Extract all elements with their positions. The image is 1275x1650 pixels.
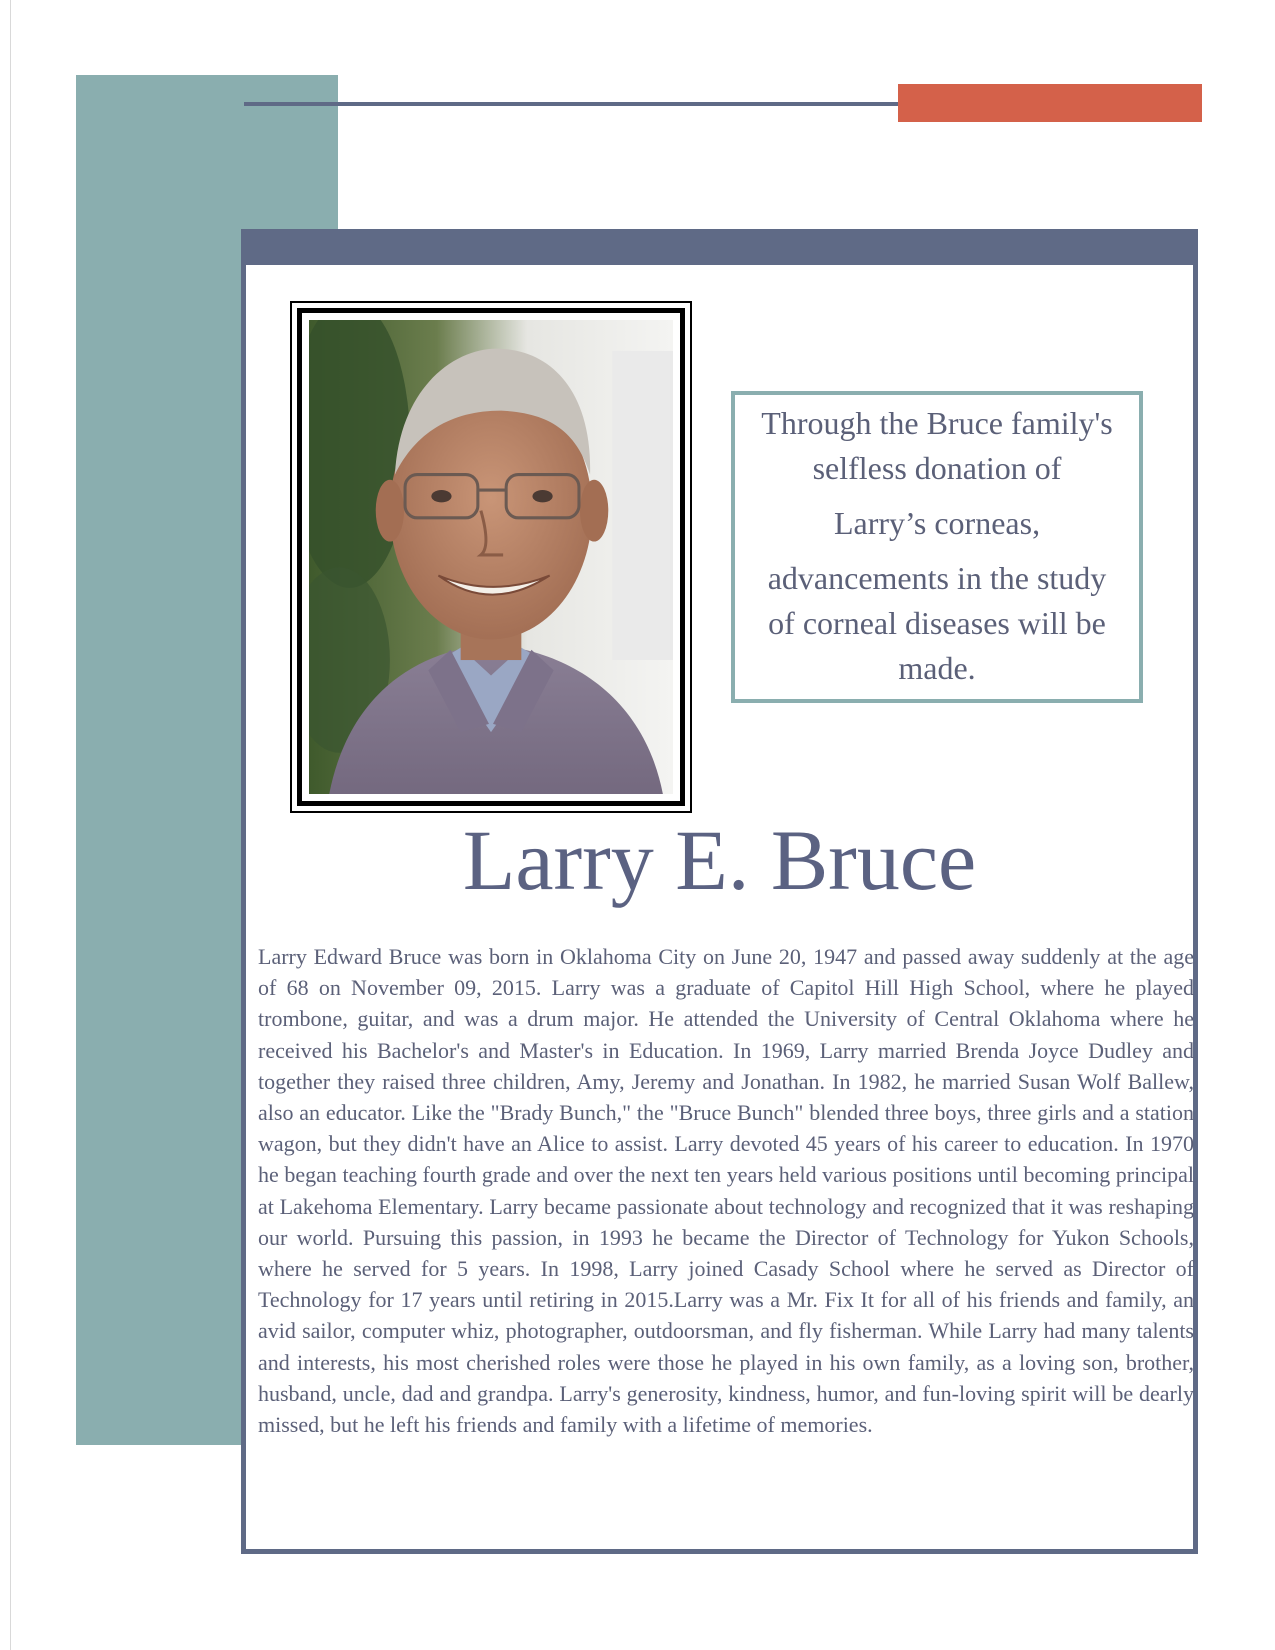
portrait-frame	[290, 301, 692, 813]
quote-line-3: Larry’s corneas,	[833, 505, 1041, 541]
memorial-name-title: Larry E. Bruce	[462, 812, 977, 908]
orange-accent-block	[898, 84, 1202, 122]
quote-line-1: Through the Bruce family's	[761, 405, 1113, 441]
page-edge-line	[10, 0, 11, 1650]
quote-line-2: selfless donation of	[812, 450, 1062, 486]
portrait-inner-frame	[297, 308, 685, 806]
donation-quote-box	[731, 391, 1143, 703]
quote-line-5: of corneal diseases will be	[768, 605, 1106, 641]
portrait-photo	[309, 320, 673, 794]
biography-text: Larry Edward Bruce was born in Oklahoma City on June 20, 1947 and passed away suddenly at the age of 68 on November 09, 2015. Larry was a graduate of Capitol Hill High School, where he played trombone, guitar, and was a drum major. He attended the University of Central Oklahoma where he received his Bachelor's and Master's in Education. In 1969, Larry married Brenda Joyce Dudley and together they raised three children, Amy, Jeremy and Jonathan. In 1982, he married Susan Wolf Ballew, also an educator. Like the "Brady Bunch," the "Bruce Bunch" blended three boys, three girls and a station wagon, but they didn't have an Alice to assist. Larry devoted 45 years of his career to education. In 1970 he began teaching fourth grade and over the next ten years held various positions until becoming principal at Lakehoma Elementary. Larry became passionate about technology and recognized that it was reshaping our world. Pursuing this passion, in 1993 he became the Director of Technology for Yukon Schools, where he served for 5 years. In 1998, Larry joined Casady School where he served as Director of Technology for 17 years until retiring in 2015.Larry was a Mr. Fix It for all of his friends and family, an avid sailor, computer whiz, photographer, outdoorsman, and fly fisherman. While Larry had many talents and interests, his most cherished roles were those he played in his own family, as a loving son, brother, husband, uncle, dad and grandpa. Larry's generosity, kindness, humor, and fun-loving spirit will be dearly missed, but he left his friends and family with a lifetime of memories.	[258, 944, 1194, 1438]
quote-line-4: advancements in the study	[767, 560, 1107, 596]
memorial-card	[241, 229, 1198, 1554]
quote-line-6: made.	[898, 650, 976, 686]
